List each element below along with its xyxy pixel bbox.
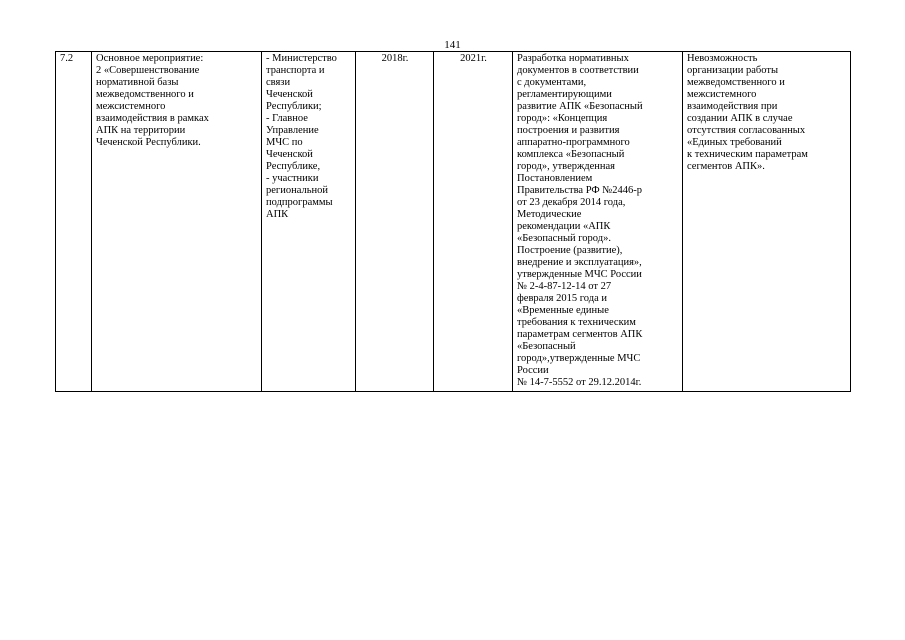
- consequence-cell: Невозможность организации работы межведомственного и межсистемного взаимодействия при создании АПК в случае отсутствия согласованных «Единых требований к техническим параметрам сегментов АПК».: [683, 52, 851, 392]
- measures-table: [55, 51, 851, 392]
- end-year-cell: 2021г.: [434, 52, 513, 392]
- row-number-cell: 7.2: [56, 52, 92, 392]
- table-row: [56, 52, 851, 392]
- executors-cell: - Министерство транспорта и связи Чеченской Республики; - Главное Управление МЧС по Чеченской Республике, - участники региональной подпрограммы АПК: [262, 52, 356, 392]
- expected-result-cell: Разработка нормативных документов в соответствии с документами, регламентирующими развитие АПК «Безопасный город»: «Концепция построения и развития аппаратно-программного комплекса «Безопасный город», утвержденная Постановлением Правительства РФ №2446-р от 23 декабря 2014 года, Методические рекомендации «АПК «Безопасный город». Построение (развитие), внедрение и эксплуатация», утвержденные МЧС России № 2-4-87-12-14 от 27 февраля 2015 года и «Временные единые требования к техническим параметрам сегментов АПК «Безопасный город»,утвержденные МЧС России № 14-7-5552 от 29.12.2014г.: [513, 52, 683, 392]
- activity-cell: Основное мероприятие: 2 «Совершенствование нормативной базы межведомственного и межсистемного взаимодействия в рамках АПК на территории Чеченской Республики.: [92, 52, 262, 392]
- page-number: 141: [444, 39, 461, 51]
- start-year-cell: 2018г.: [356, 52, 434, 392]
